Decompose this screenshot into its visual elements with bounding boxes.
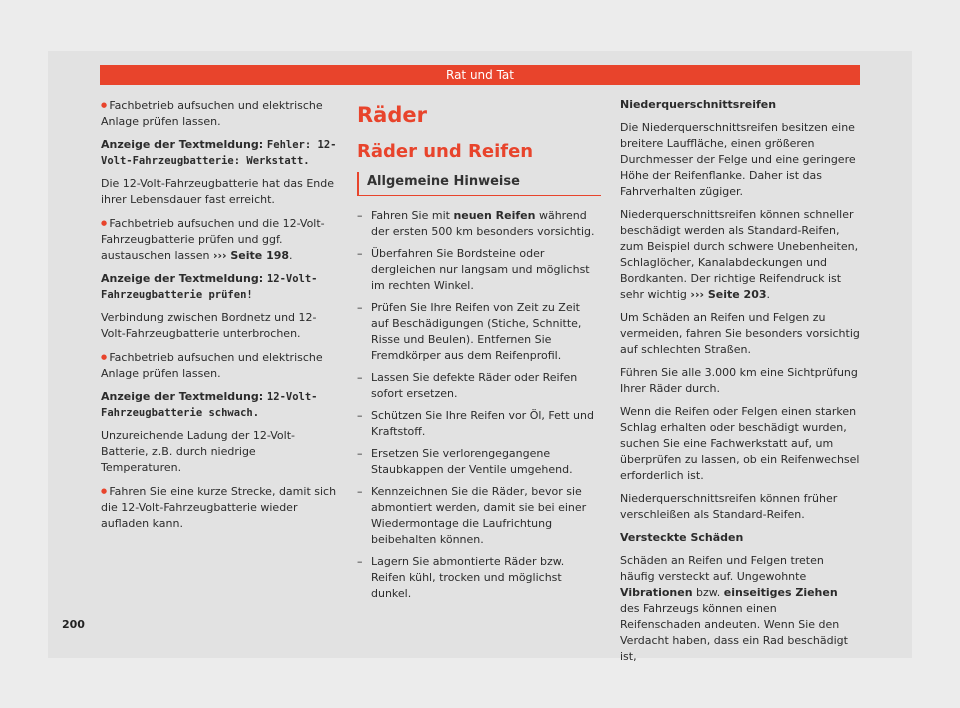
paragraph-heading: Versteckte Schäden (620, 531, 744, 544)
bullet-paragraph: ● Fachbetrieb aufsuchen und elektrische Anlage prüfen lassen. (101, 349, 339, 382)
message-heading: Anzeige der Textmeldung: 12-Volt-Fahrzeugbatterie prüfen! (101, 272, 318, 301)
list-item: – Ersetzen Sie verlorengegangene Staubkappen der Ventile umgehend. (357, 446, 601, 478)
paragraph: Die Niederquerschnittsreifen besitzen eine breitere Lauffläche, einen größeren Durchmesser der Felge und eine geringere Höhe der Reifenflanke. Daher ist das Fahrverhalten zügiger. (620, 121, 856, 198)
message-heading: Anzeige der Textmeldung: 12-Volt-Fahrzeugbatterie schwach. (101, 390, 318, 419)
paragraph: Unzureichende Ladung der 12-Volt-Batterie, z.B. durch niedrige Temperaturen. (101, 429, 295, 474)
bullet-paragraph: ● Fachbetrieb aufsuchen und elektrische Anlage prüfen lassen. (101, 97, 339, 130)
page-number: 200 (62, 618, 85, 631)
paragraph: Niederquerschnittsreifen können früher verschleißen als Standard-Reifen. (620, 492, 838, 521)
section-title: Räder und Reifen (357, 141, 534, 162)
paragraph: Verbindung zwischen Bordnetz und 12-Volt-Fahrzeugbatterie unterbrochen. (101, 311, 317, 340)
page-reference-link[interactable]: ››› Seite 203 (690, 288, 767, 301)
list-item: – Lassen Sie defekte Räder oder Reifen sofort ersetzen. (357, 370, 601, 402)
chapter-header: Rat und Tat (100, 65, 860, 85)
paragraph: Niederquerschnittsreifen können schneller beschädigt werden als Standard-Reifen, zum Beispiel durch schwere Unebenheiten, Schlaglöcher, Kanalabdeckungen und Bordkanten. Der richtige Reifendruck ist sehr wichtig ››› Seite 203. (620, 208, 859, 301)
paragraph: Wenn die Reifen oder Felgen einen starken Schlag erhalten oder beschädigt wurden, suchen Sie eine Fachwerkstatt auf, um überprüfen zu lassen, ob ein Reifenwechsel erforderlich ist. (620, 405, 860, 482)
paragraph: Um Schäden an Reifen und Felgen zu vermeiden, fahren Sie besonders vorsichtig auf schlechten Straßen. (620, 311, 860, 356)
bullet-paragraph: ● Fachbetrieb aufsuchen und die 12-Volt-Fahrzeugbatterie prüfen und ggf. austauschen lassen ››› Seite 198. (101, 215, 339, 264)
page-reference-link[interactable]: ››› Seite 198 (212, 249, 290, 262)
message-heading: Anzeige der Textmeldung: Fehler: 12-Volt-Fahrzeugbatterie: Werkstatt. (101, 138, 337, 167)
bullet-paragraph: ● Fahren Sie eine kurze Strecke, damit sich die 12-Volt-Fahrzeugbatterie wieder aufladen kann. (101, 483, 339, 532)
paragraph: Schäden an Reifen und Felgen treten häufig versteckt auf. Ungewohnte Vibrationen bzw. einseitiges Ziehen des Fahrzeugs können einen Reifenschaden andeuten. Wenn Sie den Verdacht haben, dass ein Rad beschädigt ist, (620, 554, 848, 663)
list-item: – Schützen Sie Ihre Reifen vor Öl, Fett und Kraftstoff. (357, 408, 601, 440)
list-item: – Prüfen Sie Ihre Reifen von Zeit zu Zeit auf Beschädigungen (Stiche, Schnitte, Risse und Beulen). Entfernen Sie Fremdkörper aus dem Reifenprofil. (357, 300, 601, 364)
column-left (101, 97, 339, 539)
list-item: – Lagern Sie abmontierte Räder bzw. Reifen kühl, trocken und möglichst dunkel. (357, 554, 601, 602)
subsection-title: Allgemeine Hinweise (357, 172, 601, 196)
chapter-title: Räder (357, 103, 427, 127)
list-item: – Kennzeichnen Sie die Räder, bevor sie abmontiert werden, damit sie bei einer Wiedermontage die Laufrichtung beibehalten können. (357, 484, 601, 548)
column-middle (357, 97, 601, 608)
paragraph: Die 12-Volt-Fahrzeugbatterie hat das Ende ihrer Lebensdauer fast erreicht. (101, 177, 335, 206)
column-right (620, 97, 860, 672)
list-item: – Fahren Sie mit neuen Reifen während der ersten 500 km besonders vorsichtig. (357, 208, 601, 240)
paragraph-heading: Niederquerschnittsreifen (620, 98, 777, 111)
paragraph: Führen Sie alle 3.000 km eine Sichtprüfung Ihrer Räder durch. (620, 366, 858, 395)
list-item: – Überfahren Sie Bordsteine oder dergleichen nur langsam und möglichst im rechten Winkel. (357, 246, 601, 294)
hint-list (357, 208, 601, 602)
